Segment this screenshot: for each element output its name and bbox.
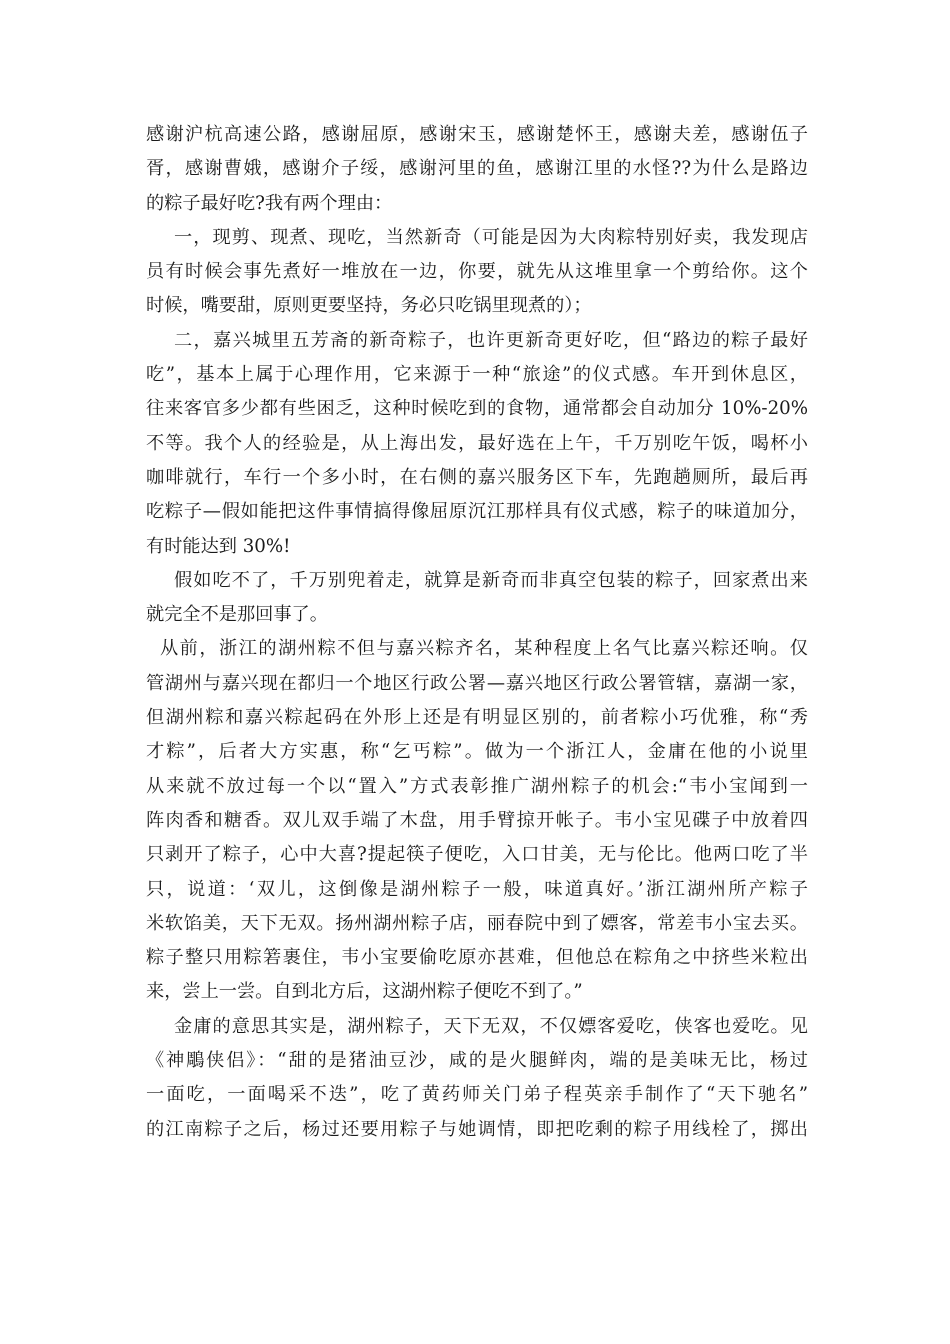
text-line: 吃粽子—假如能把这件事情搞得像屈原沉江那样具有仪式感，粽子的味道加分， — [146, 501, 808, 523]
text-line: 感谢沪杭高速公路，感谢屈原，感谢宋玉，感谢楚怀王，感谢夫差，感谢伍子 — [146, 124, 808, 145]
text-line: 只剥开了粽子，心中大喜?提起筷子便吃，入口甘美，无与伦比。他两口吃了半 — [146, 844, 808, 866]
text-line: 米软馅美，天下无双。扬州湖州粽子店，丽春院中到了嫖客，常差韦小宝去买。 — [146, 912, 808, 934]
text-line: 从来就不放过每一个以“置入”方式表彰推广湖州粽子的机会:“韦小宝闻到一 — [146, 775, 808, 797]
text-line: 金庸的意思其实是，湖州粽子，天下无双，不仅嫖客爱吃，侠客也爱吃。见 — [174, 1015, 808, 1037]
text-line: 管湖州与嘉兴现在都归一个地区行政公署—嘉兴地区行政公署管辖，嘉湖一家， — [146, 672, 808, 694]
text-line: 员有时候会事先煮好一堆放在一边，你要，就先从这堆里拿一个剪给你。这个 — [146, 261, 808, 283]
body-text — [146, 118, 808, 1147]
text-line: 胥，感谢曹娥，感谢介子绥，感谢河里的鱼，感谢江里的水怪??为什么是路边 — [146, 158, 808, 180]
text-line: 一面吃，一面喝采不迭”，吃了黄药师关门弟子程英亲手制作了“天下驰名” — [146, 1084, 808, 1106]
text-line: 不等。我个人的经验是，从上海出发，最好选在上午，千万别吃午饭，喝杯小 — [146, 432, 808, 454]
text-line: 时候，嘴要甜，原则更要坚持，务必只吃锅里现煮的）； — [146, 295, 592, 317]
text-line: 往来客官多少都有些困乏，这种时候吃到的食物，通常都会自动加分 10%-20% — [146, 398, 808, 420]
text-line: 来，尝上一尝。自到北方后，这湖州粽子便吃不到了。” — [146, 981, 583, 1003]
text-line: 吃”，基本上属于心理作用，它来源于一种“旅途”的仪式感。车开到休息区， — [146, 364, 808, 386]
text-line: 才粽”，后者大方实惠，称“乞丐粽”。做为一个浙江人，金庸在他的小说里 — [146, 741, 808, 763]
text-line: 假如吃不了，千万别兜着走，就算是新奇而非真空包装的粽子，回家煮出来 — [174, 569, 808, 591]
text-line: 的江南粽子之后，杨过还要用粽子与她调情，即把吃剩的粽子用线栓了，掷出 — [146, 1118, 808, 1140]
text-line: 的粽子最好吃?我有两个理由： — [146, 192, 393, 214]
text-line: 只，说道：‘双儿，这倒像是湖州粽子一般，味道真好。’浙江湖州所产粽子 — [146, 878, 808, 900]
text-line: 就完全不是那回事了。 — [146, 604, 328, 626]
text-line: 阵肉香和糖香。双儿双手端了木盘，用手臂掠开帐子。韦小宝见碟子中放着四 — [146, 809, 808, 831]
text-line: 《神鵰侠侣》：“甜的是猪油豆沙，咸的是火腿鲜肉，端的是美味无比，杨过 — [146, 1050, 808, 1072]
text-line: 从前，浙江的湖州粽不但与嘉兴粽齐名，某种程度上名气比嘉兴粽还响。仅 — [160, 638, 808, 660]
text-line: 但湖州粽和嘉兴粽起码在外形上还是有明显区别的，前者粽小巧优雅，称“秀 — [146, 707, 808, 729]
text-line: 二，嘉兴城里五芳斋的新奇粽子，也许更新奇更好吃，但“路边的粽子最好 — [174, 329, 808, 351]
text-line: 一，现剪、现煮、现吃，当然新奇（可能是因为大肉粽特别好卖，我发现店 — [174, 226, 808, 248]
text-line: 粽子整只用粽箬裹住，韦小宝要偷吃原亦甚难，但他总在粽角之中挤些米粒出 — [146, 947, 808, 969]
text-line: 有时能达到 30%! — [146, 535, 291, 557]
text-line: 咖啡就行，车行一个多小时，在右侧的嘉兴服务区下车，先跑趟厕所，最后再 — [146, 466, 808, 488]
